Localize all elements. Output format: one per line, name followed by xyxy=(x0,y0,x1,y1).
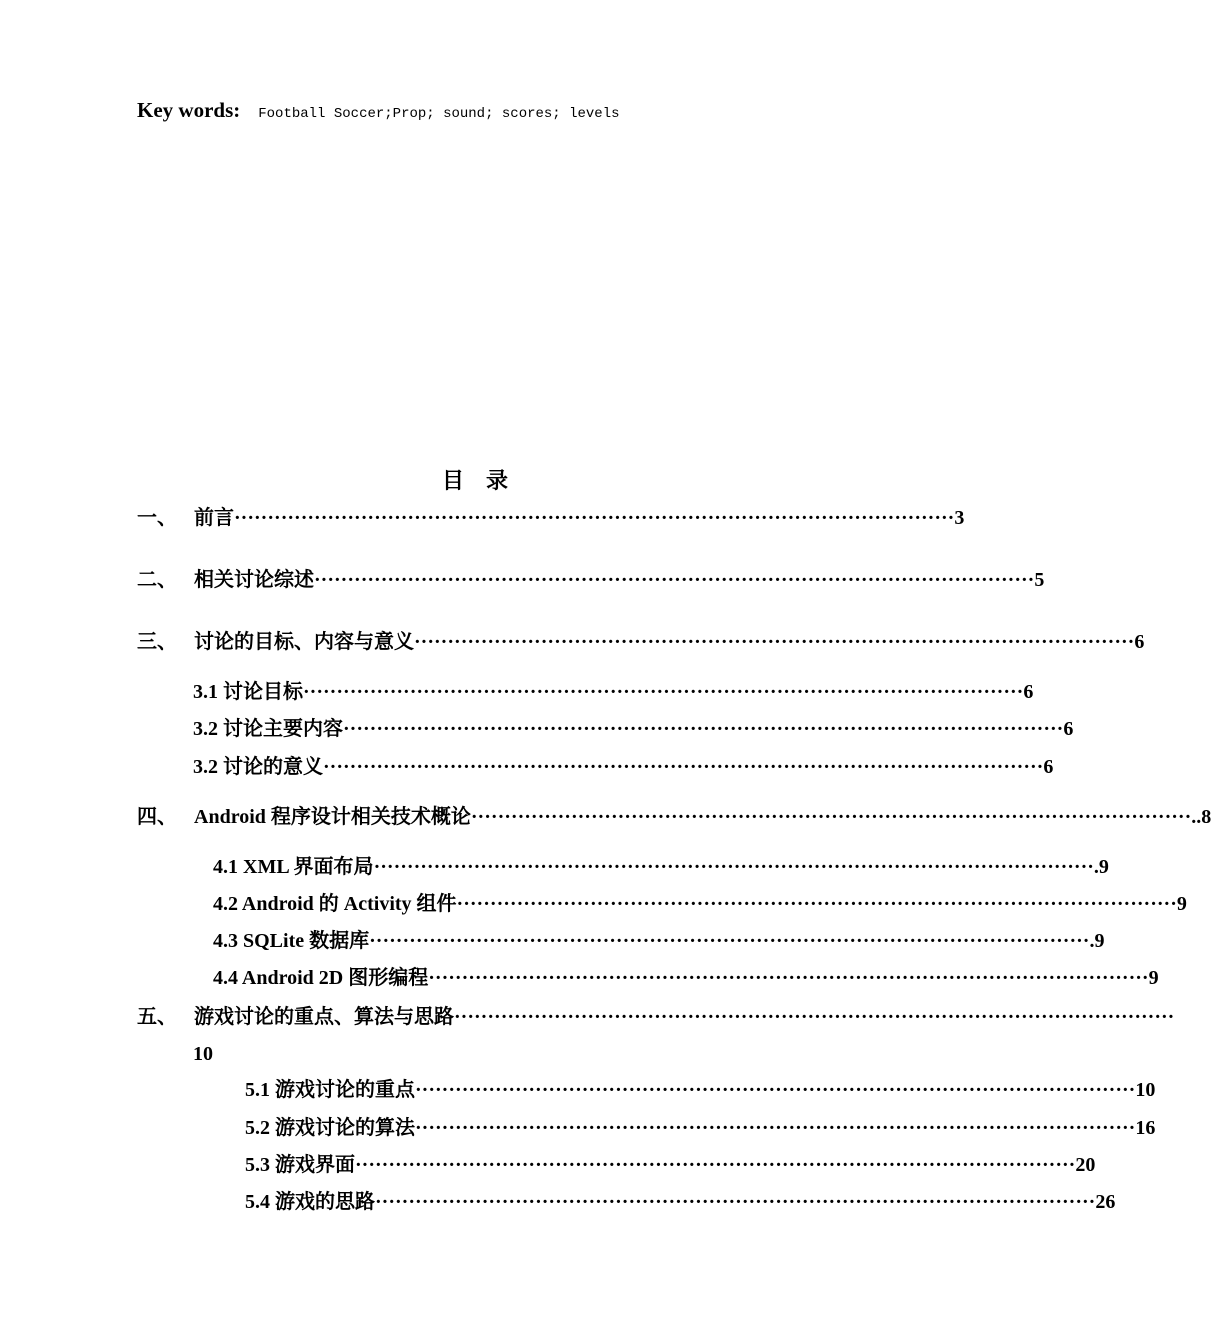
toc-entry-text: 3.2 讨论的意义 xyxy=(193,756,323,778)
toc-entry-text: 4.1 XML 界面布局 xyxy=(213,856,374,878)
toc-entry-page: 10 xyxy=(1135,1079,1156,1101)
keywords-label: Key words: xyxy=(137,98,241,122)
toc-entry-page: 3 xyxy=(954,507,965,529)
toc-entry-text: 游戏讨论的重点、算法与思路 xyxy=(194,1006,454,1028)
toc-entry xyxy=(137,803,1211,831)
toc-entry-number: 一、 xyxy=(137,507,177,529)
toc-entry-page: 10 xyxy=(193,1043,213,1065)
toc-leader-dots: ············································································································ xyxy=(375,1191,1096,1213)
toc-entry-text: 3.1 讨论目标 xyxy=(193,681,303,703)
toc-entry-page: 9 xyxy=(1148,967,1159,989)
toc-entry xyxy=(213,964,1159,992)
toc-entry-page: .9 xyxy=(1093,856,1109,878)
toc-entry-text: 4.2 Android 的 Activity 组件 xyxy=(213,893,457,915)
toc-entry-text: 5.4 游戏的思路 xyxy=(245,1191,375,1213)
toc-entry xyxy=(245,1114,1156,1142)
toc-entry-number: 五、 xyxy=(137,1006,177,1028)
toc-entry xyxy=(137,566,1045,594)
toc-leader-dots: ············································································································ xyxy=(355,1154,1076,1176)
toc-entry-text: 相关讨论综述 xyxy=(194,569,314,591)
toc-leader-dots: ············································································································ xyxy=(303,681,1024,703)
toc-entry-page: 6 xyxy=(1134,631,1145,653)
toc-entry xyxy=(137,504,965,532)
toc-leader-dots: ············································································································ xyxy=(428,967,1149,989)
toc-entry-text: 5.1 游戏讨论的重点 xyxy=(245,1079,415,1101)
toc-entry-page: 20 xyxy=(1075,1154,1096,1176)
toc-entry-page: 26 xyxy=(1095,1191,1116,1213)
toc-leader-dots: ············································································································ xyxy=(415,1079,1136,1101)
toc-entry-page: 16 xyxy=(1135,1117,1156,1139)
toc-leader-dots: ············································································································ xyxy=(456,893,1177,915)
toc-entry xyxy=(193,715,1074,743)
toc-entry-page: 6 xyxy=(1063,718,1074,740)
toc-entry xyxy=(193,753,1054,781)
toc-entry xyxy=(213,853,1109,881)
toc-entry-text: 5.3 游戏界面 xyxy=(245,1154,355,1176)
toc-entry-number: 二、 xyxy=(137,569,177,591)
toc-leader-dots: ············································································································ xyxy=(369,930,1090,952)
toc-leader-dots: ············································································································ xyxy=(414,631,1135,653)
toc-entry-text: 4.3 SQLite 数据库 xyxy=(213,930,370,952)
toc-entry xyxy=(137,628,1145,656)
toc-entry xyxy=(213,890,1187,918)
toc-entry xyxy=(137,1003,1175,1031)
toc-entry-page: 9 xyxy=(1176,893,1187,915)
toc-entry-number: 四、 xyxy=(137,806,177,828)
toc-entry-page: 6 xyxy=(1023,681,1034,703)
toc-entry-text: 前言 xyxy=(194,507,234,529)
toc-entry xyxy=(245,1151,1096,1179)
toc-leader-dots: ············································································································ xyxy=(343,718,1064,740)
toc-entry xyxy=(245,1076,1156,1104)
toc-entry-page: 5 xyxy=(1034,569,1045,591)
toc-entry xyxy=(193,678,1034,706)
toc-entry-page: ..8 xyxy=(1191,806,1211,828)
toc-leader-dots: ············································································································ xyxy=(234,507,955,529)
toc-leader-dots: ············································································································ xyxy=(470,806,1192,828)
toc-leader-dots: ············································································································ xyxy=(373,856,1094,878)
toc-entry-text: 讨论的目标、内容与意义 xyxy=(194,631,414,653)
toc-entry-page: .9 xyxy=(1089,930,1105,952)
toc-title: 目 录 xyxy=(441,468,508,493)
toc-leader-dots: ············································································································ xyxy=(454,1006,1175,1028)
toc-leader-dots: ············································································································ xyxy=(415,1117,1136,1139)
toc-entry xyxy=(213,927,1105,955)
keywords-value: Football Soccer;Prop; sound; scores; levels xyxy=(258,106,620,122)
toc-leader-dots: ············································································································ xyxy=(314,569,1035,591)
toc-entry-text: 3.2 讨论主要内容 xyxy=(193,718,343,740)
toc-entry-text: 5.2 游戏讨论的算法 xyxy=(245,1117,415,1139)
toc-entry-page: 6 xyxy=(1043,756,1054,778)
toc-entry-text: 4.4 Android 2D 图形编程 xyxy=(213,967,429,989)
keywords-line xyxy=(137,98,620,123)
toc-entry-number: 三、 xyxy=(137,631,177,653)
toc-entry-text: Android 程序设计相关技术概论 xyxy=(194,806,471,828)
toc-entry xyxy=(245,1188,1116,1216)
toc-leader-dots: ············································································································ xyxy=(323,756,1044,778)
